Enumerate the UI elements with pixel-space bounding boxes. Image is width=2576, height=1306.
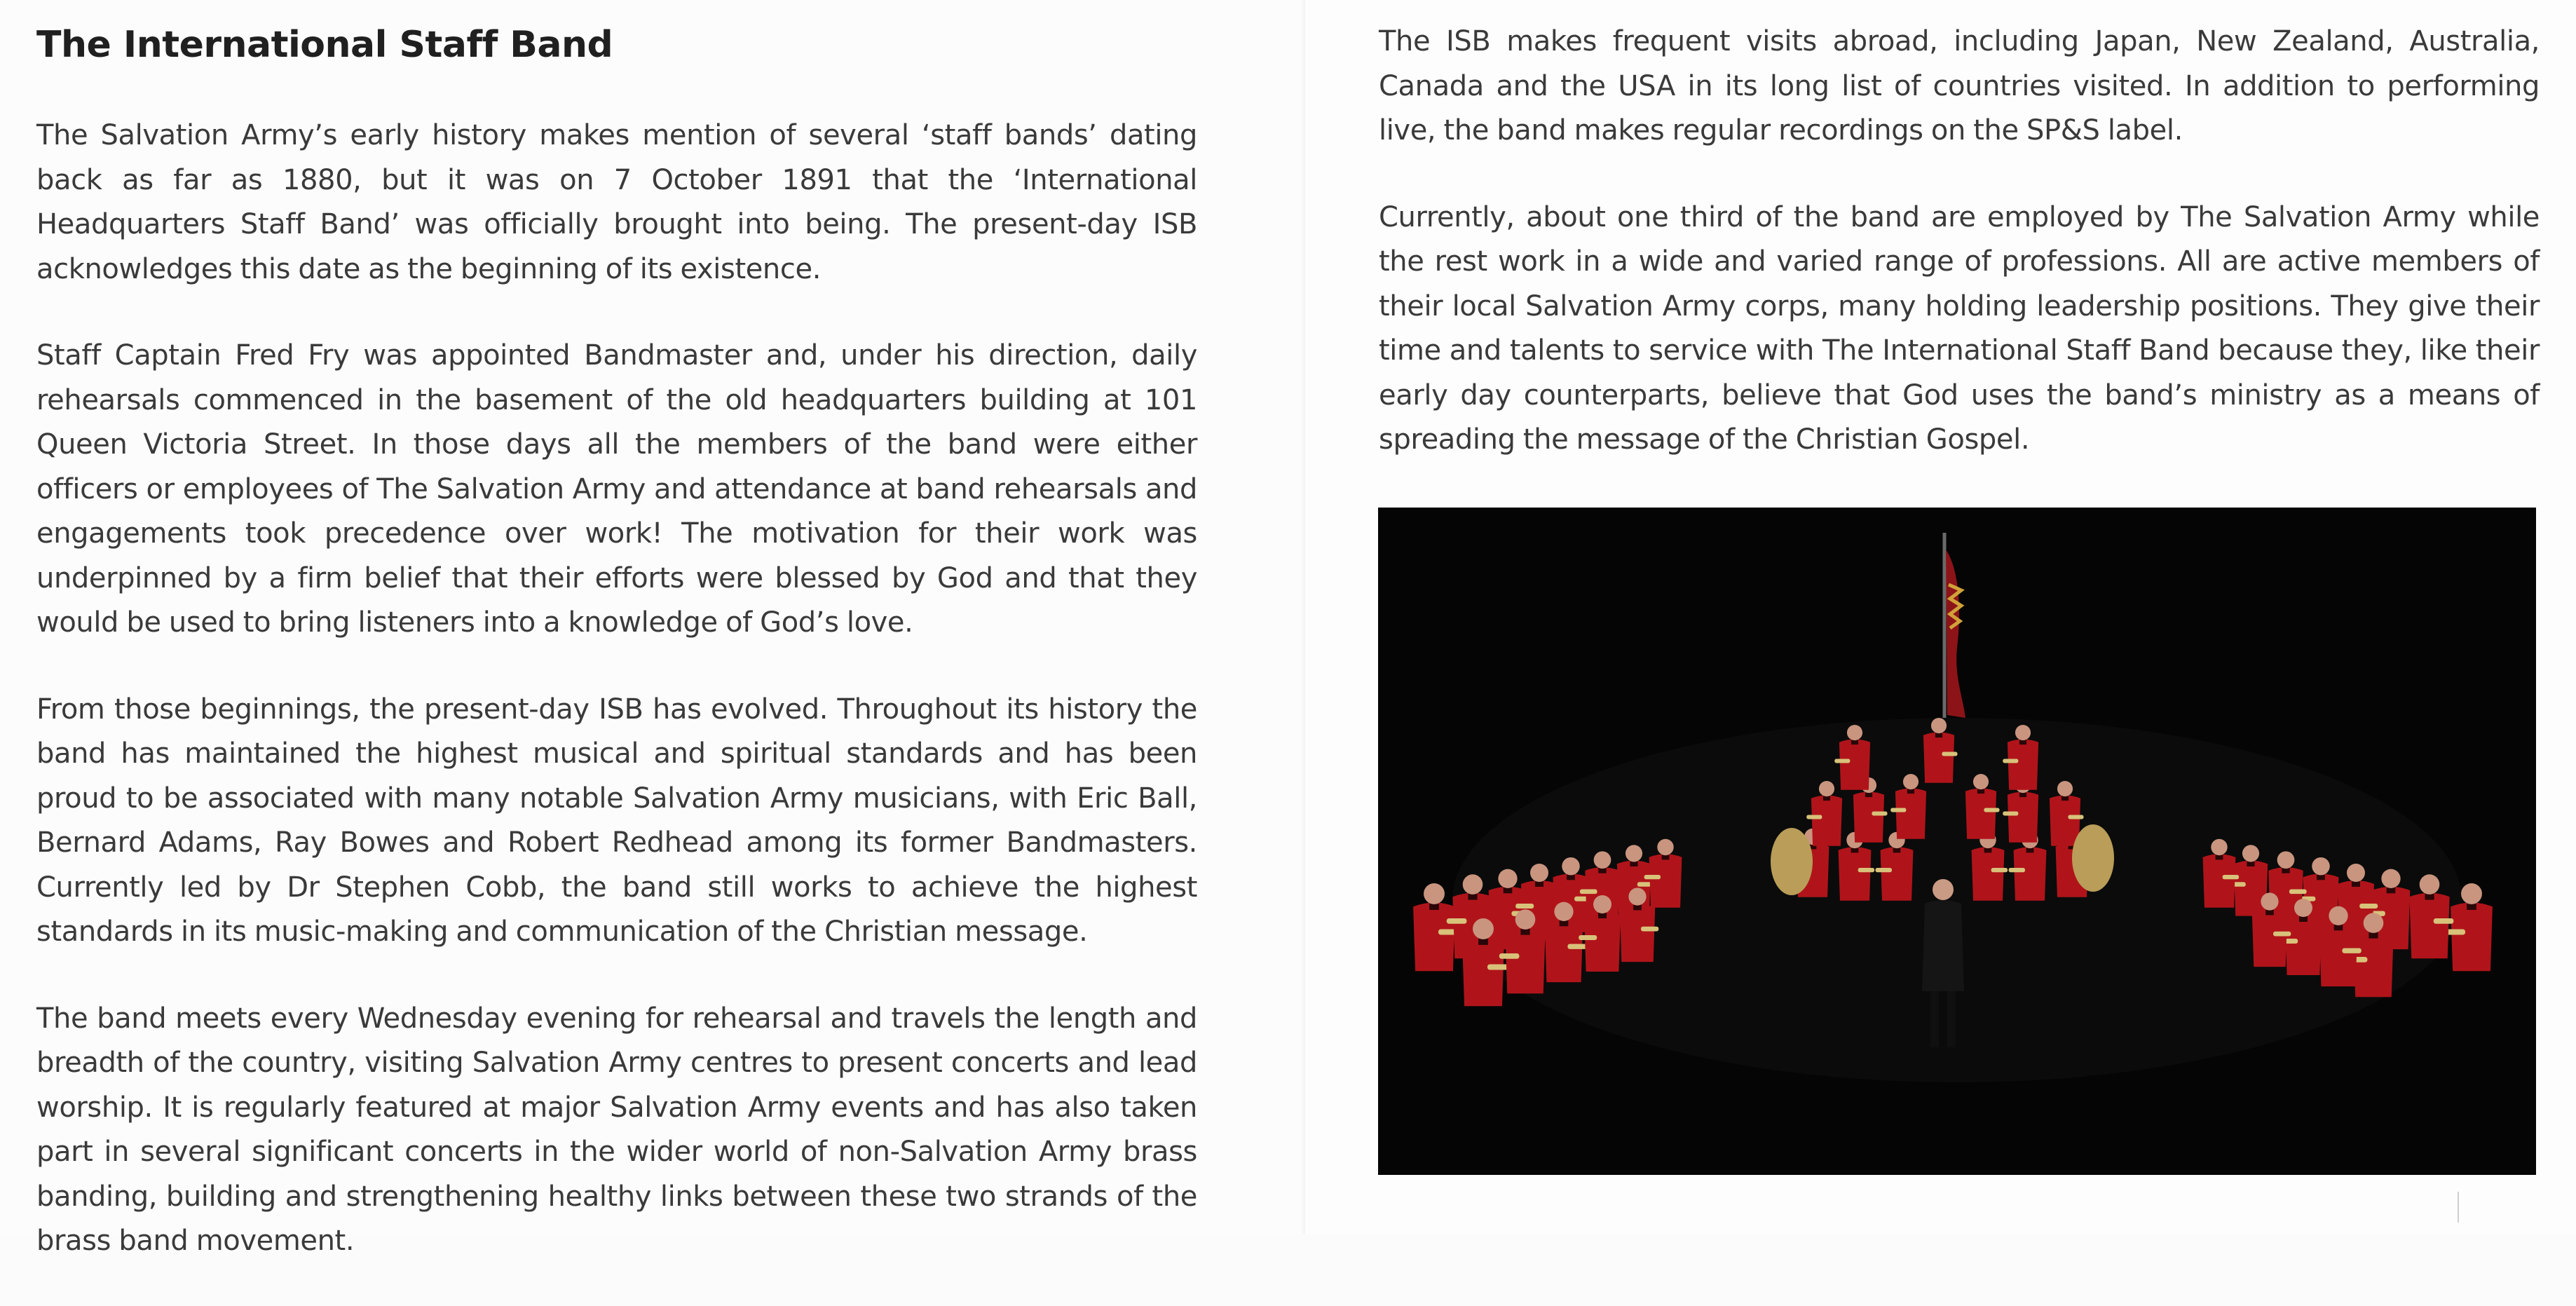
band-photo [1378, 508, 2536, 1175]
page-title: The International Staff Band [36, 24, 613, 66]
tuba-icon [1771, 828, 1813, 895]
paragraph-activities: The band meets every Wednesday evening for rehearsal and travels the length and breadth of the country, visiting Salvation Army centres to present concerts and lead worship. It is regularly featured at major Salvation Army events and has also taken part in several significant concerts in the wider world of non-Salvation Army brass banding, building and strengthening healthy links between these two strands of the brass band movement. [36, 1002, 1197, 1257]
paragraph-visits: The ISB makes frequent visits abroad, including Japan, New Zealand, Australia, Canada and the USA in its long list of countries visited. In addition to performing live, the band makes regular recordings on the SP&S label. [1379, 25, 2540, 147]
paragraph-history: The Salvation Army’s early history makes mention of several ‘staff bands’ dating back as far as 1880, but it was on 7 October 1891 that the ‘International Headquarters Staff Band’ was officially brought into being. The present-day ISB acknowledges this date as the beginning of its existence. [36, 119, 1197, 285]
left-text-column [36, 114, 1197, 1306]
paragraph-founding: Staff Captain Fred Fry was appointed Bandmaster and, under his direction, daily rehearsals commenced in the basement of the old headquarters building at 101 Queen Victoria Street. In those days all the members of the band were either officers or employees of The Salvation Army and attendance at band rehearsals and engagements took precedence over work! The motivation for their work was underpinned by a firm belief that their efforts were blessed by God and that they would be used to bring listeners into a knowledge of God’s love. [36, 339, 1197, 639]
left-page [0, 0, 1305, 1257]
band-photo-illustration [1378, 508, 2536, 1175]
paragraph-evolution: From those beginnings, the present-day ISB has evolved. Throughout its history the band has maintained the highest musical and spiritual standards and has been proud to be associated with many notable Salvation Army musicians, with Eric Ball, Bernard Adams, Ray Bowes and Robert Redhead among its former Bandmasters. Currently led by Dr Stephen Cobb, the band still works to achieve the highest standards in its music-making and communication of the Christian message. [36, 693, 1197, 948]
paragraph-members: Currently, about one third of the band are employed by The Salvation Army while the rest work in a wide and varied range of professions. All are active members of their local Salvation Army corps, many holding leadership positions. They give their time and talents to service with The International Staff Band because they, like their early day counterparts, believe that God uses the band’s ministry as a means of spreading the message of the Christian Gospel. [1379, 200, 2540, 456]
right-text-column [1379, 20, 2540, 505]
tuba-icon [2072, 824, 2114, 892]
page-edge-mark [2458, 1192, 2459, 1223]
